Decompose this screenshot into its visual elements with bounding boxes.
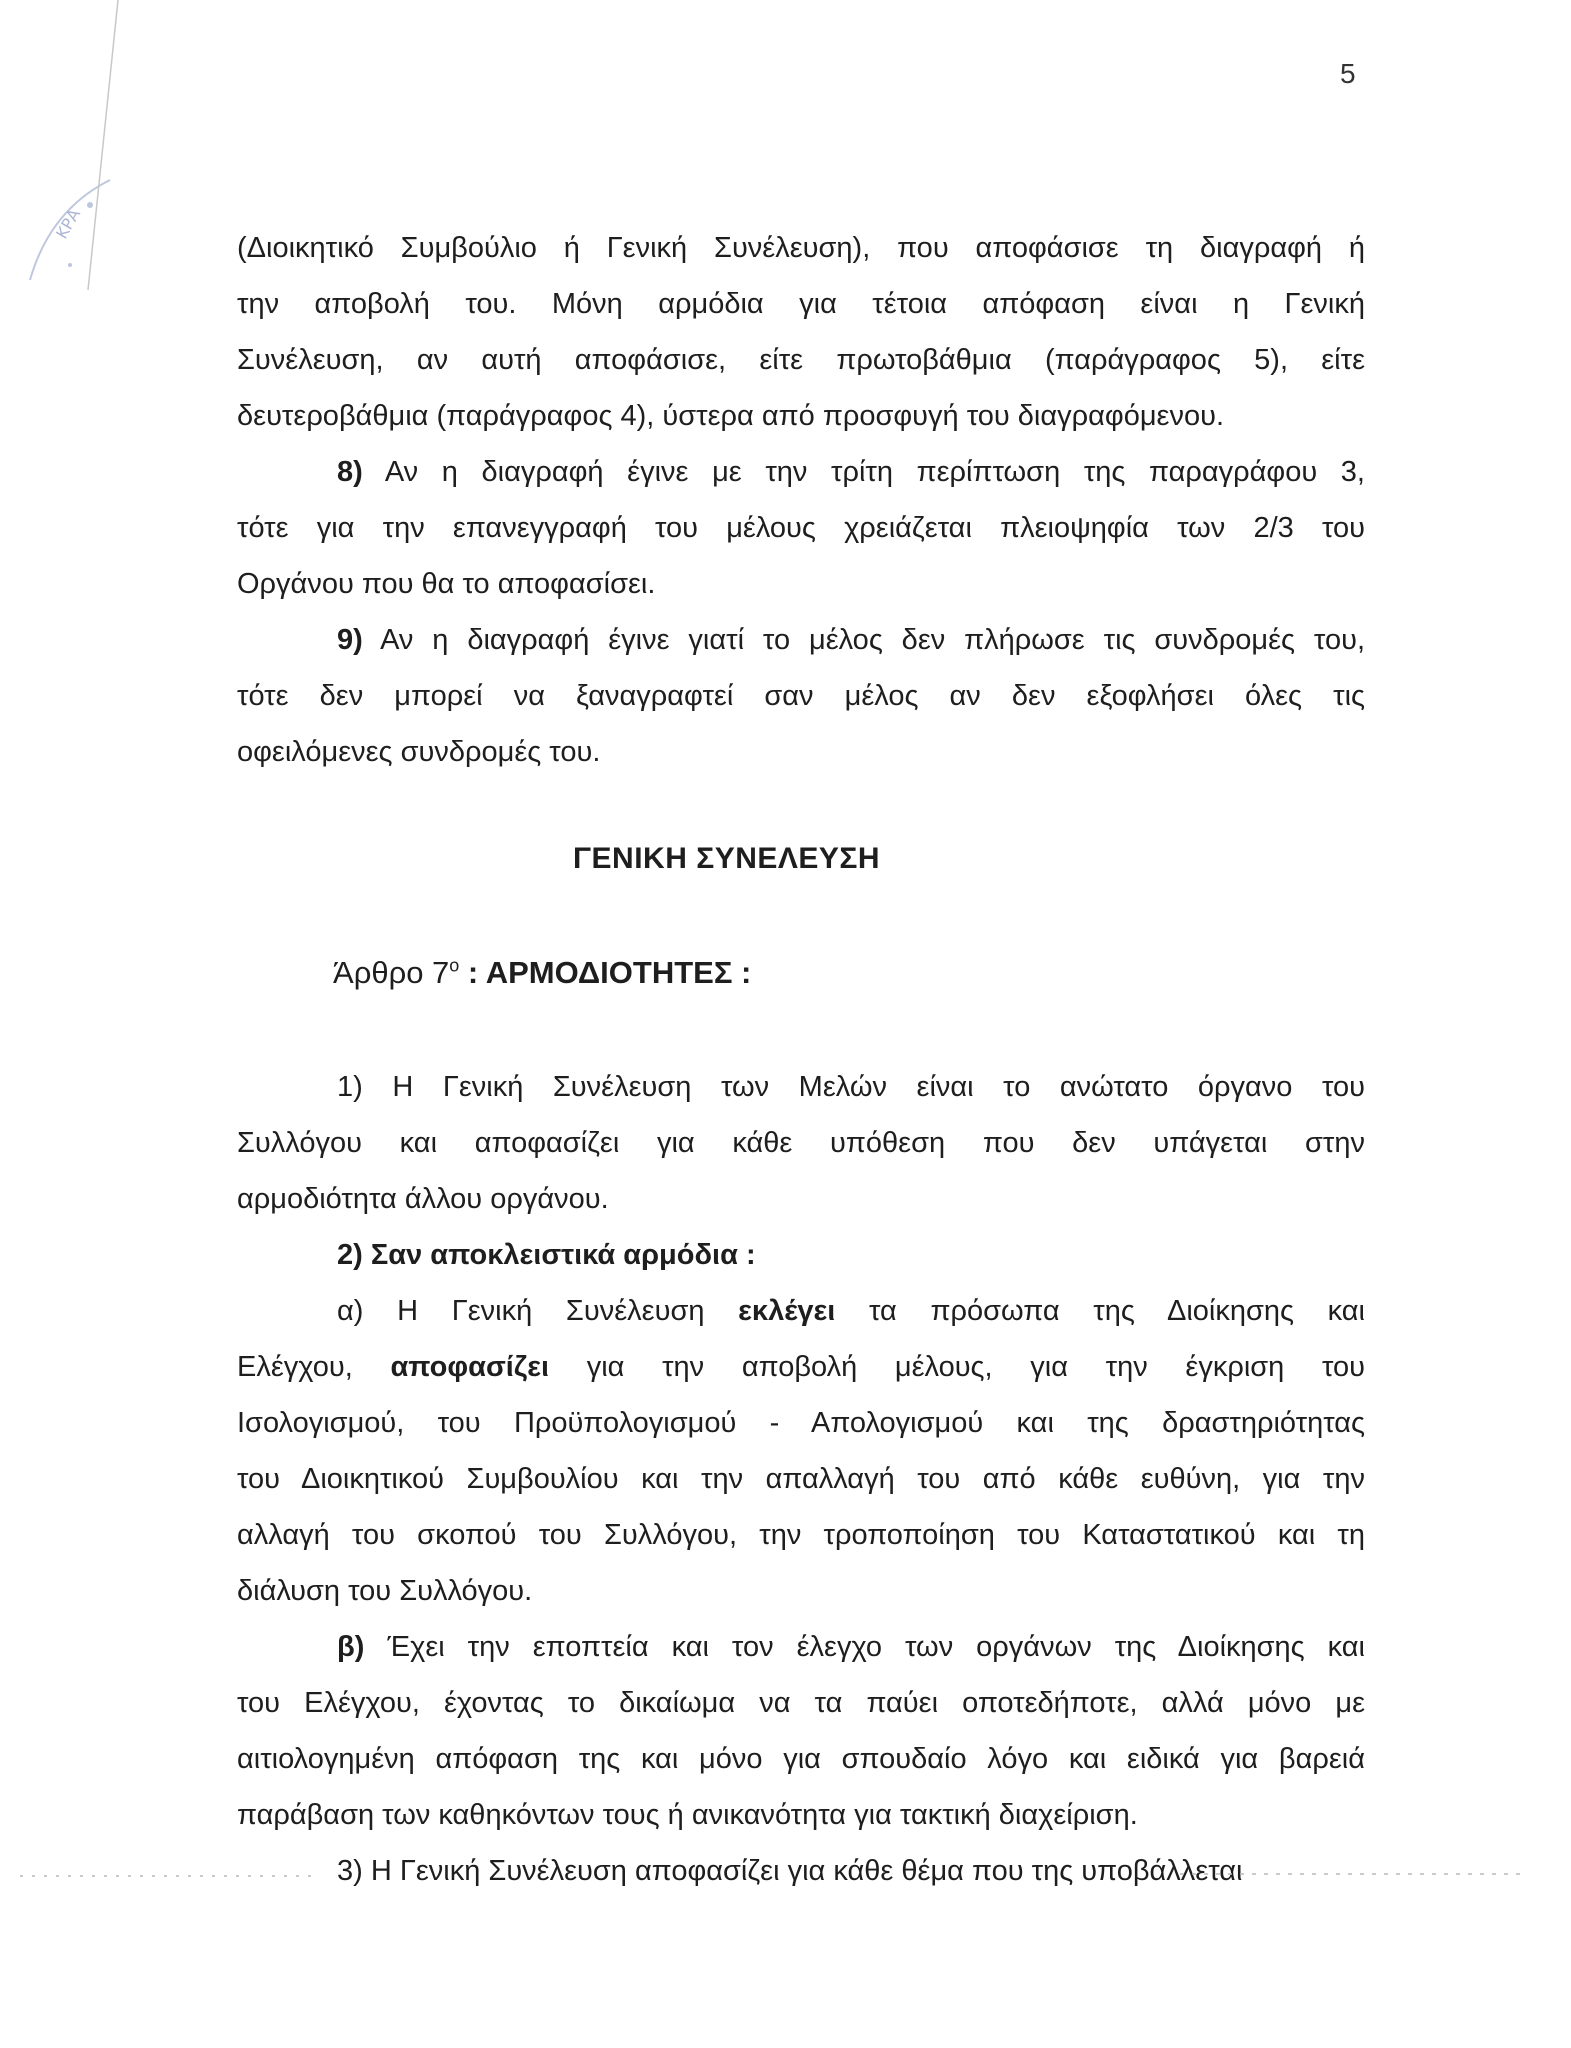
- item-2b-line-1: [237, 1619, 1365, 1675]
- item-2-heading: 2) Σαν αποκλειστικά αρμόδια :: [337, 1239, 756, 1271]
- item-2b-number: β): [337, 1631, 365, 1663]
- article-title: [333, 955, 751, 991]
- continuation-line-3: Συνέλευση, αν αυτή αποφάσισε, είτε πρωτοβάθμια (παράγραφος 5), είτε: [237, 344, 1365, 376]
- item-1-line-1: [237, 1059, 1365, 1115]
- item-2a-text-2c: για την αποβολή μέλους, για την έγκριση του: [549, 1351, 1365, 1383]
- paragraph-8-text-1: Αν η διαγραφή έγινε με την τρίτη περίπτωση της παραγράφου 3,: [384, 456, 1365, 488]
- item-2a-line-6: διάλυση του Συλλόγου.: [237, 1575, 533, 1607]
- continuation-line-1: (Διοικητικό Συμβούλιο ή Γενική Συνέλευση), που αποφάσισε τη διαγραφή ή: [237, 232, 1365, 264]
- paragraph-8-line-2: τότε για την επανεγγραφή του μέλους χρειάζεται πλειοψηφία των 2/3 του: [237, 512, 1365, 544]
- article-superscript: ο: [449, 955, 460, 976]
- paragraph-9-line-1: [237, 612, 1365, 668]
- page-number: 5: [1340, 58, 1356, 89]
- item-1-line-2: Συλλόγου και αποφασίζει για κάθε υπόθεση που δεν υπάγεται στην: [237, 1127, 1365, 1159]
- item-2b-text-1: Έχει την εποπτεία και τον έλεγχο των οργάνων της Διοίκησης και: [387, 1631, 1366, 1663]
- item-2a-line-1: [237, 1283, 1365, 1339]
- paragraph-9-line-2: τότε δεν μπορεί να ξαναγραφτεί σαν μέλος αν δεν εξοφλήσει όλες τις: [237, 680, 1365, 712]
- continuation-line-2: την αποβολή του. Μόνη αρμόδια για τέτοια απόφαση είναι η Γενική: [237, 288, 1365, 320]
- item-1-number: 1): [337, 1071, 363, 1103]
- item-3-text-1: Η Γενική Συνέλευση αποφασίζει για κάθε θέμα που της υποβάλλεται: [370, 1855, 1243, 1887]
- item-3-number: 3): [337, 1855, 363, 1887]
- item-1-text-1: Η Γενική Συνέλευση των Μελών είναι το ανώτατο όργανο του: [392, 1071, 1365, 1103]
- item-2a-text-1a: Η Γενική Συνέλευση: [397, 1295, 739, 1327]
- paragraph-8-line-3: Οργάνου που θα το αποφασίσει.: [237, 568, 656, 600]
- item-2a-line-3: Ισολογισμού, του Προϋπολογισμού - Απολογισμού και της δραστηριότητας: [237, 1407, 1365, 1439]
- item-1-line-3: αρμοδιότητα άλλου οργάνου.: [237, 1183, 609, 1215]
- paragraph-9-line-3: οφειλόμενες συνδρομές του.: [237, 736, 601, 768]
- item-2b-line-3: αιτιολογημένη απόφαση της και μόνο για σπουδαίο λόγο και ειδικά για βαρειά: [237, 1743, 1365, 1775]
- scan-noise-band: [0, 1858, 1571, 1888]
- item-2a-bold-elects: εκλέγει: [738, 1295, 836, 1327]
- item-2a-line-4: του Διοικητικού Συμβουλίου και την απαλλαγή του από κάθε ευθύνη, για την: [237, 1463, 1365, 1495]
- scan-edge-line: [80, 0, 120, 300]
- article-title-text: : ΑΡΜΟΔΙΟΤΗΤΕΣ :: [459, 955, 752, 990]
- item-2a-bold-decides: αποφασίζει: [390, 1351, 550, 1383]
- item-2a-line-5: αλλαγή του σκοπού του Συλλόγου, την τροποποίηση του Καταστατικού και τη: [237, 1519, 1365, 1551]
- item-2a-line-2: [237, 1339, 1365, 1395]
- continuation-line-4: δευτεροβάθμια (παράγραφος 4), ύστερα από προσφυγή του διαγραφόμενου.: [237, 400, 1225, 432]
- paragraph-8-number: 8): [337, 456, 363, 488]
- article-prefix: Άρθρο 7: [333, 955, 450, 990]
- item-2a-text-2a: Ελέγχου,: [237, 1351, 391, 1383]
- section-heading: ΓΕΝΙΚΗ ΣΥΝΕΛΕΥΣΗ: [573, 842, 881, 875]
- item-2b-line-2: του Ελέγχου, έχοντας το δικαίωμα να τα παύει οποτεδήποτε, αλλά μόνο με: [237, 1687, 1365, 1719]
- svg-text:ΚΡΑ: ΚΡΑ: [52, 205, 85, 242]
- item-2a-text-1c: τα πρόσωπα της Διοίκησης και: [835, 1295, 1366, 1327]
- item-2b-line-4: παράβαση των καθηκόντων τους ή ανικανότητα για τακτική διαχείριση.: [237, 1799, 1138, 1831]
- paragraph-9-number: 9): [337, 624, 363, 656]
- item-2a-number: α): [337, 1295, 364, 1327]
- paragraph-9-text-1: Αν η διαγραφή έγινε γιατί το μέλος δεν πλήρωσε τις συνδρομές του,: [380, 624, 1365, 656]
- paragraph-8-line-1: [237, 444, 1365, 500]
